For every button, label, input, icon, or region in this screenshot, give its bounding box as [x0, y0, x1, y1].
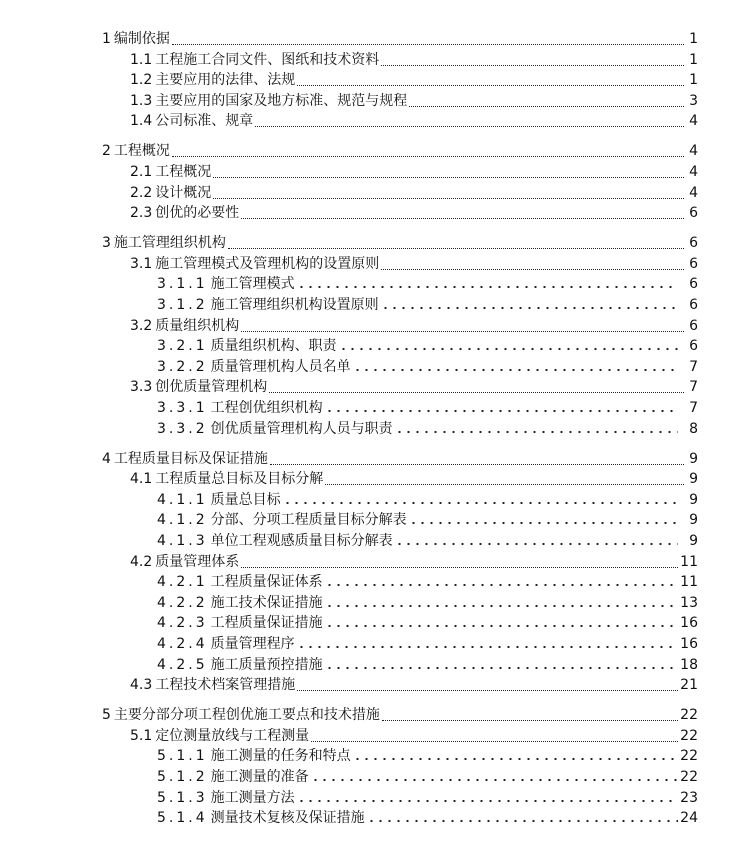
toc-entry[interactable] [130, 182, 698, 202]
toc-entry-number: 4.2.4 [157, 636, 208, 652]
toc-entry[interactable] [157, 766, 698, 786]
toc-entry-title: 施工技术保证措施 [210, 594, 323, 611]
toc-dot-leader [228, 248, 684, 249]
toc-entry-number: 1.2 [130, 72, 153, 89]
toc-entry-title: 施工管理组织机构设置原则 [210, 297, 379, 313]
toc-dot-leader [395, 429, 678, 435]
toc-entry[interactable] [157, 489, 698, 509]
toc-entry[interactable] [157, 592, 698, 612]
toc-entry-title: 工程质量总目标及目标分解 [155, 471, 324, 488]
toc-entry-page-number: 1 [689, 51, 698, 68]
toc-entry[interactable] [157, 612, 698, 632]
toc-dot-leader [381, 269, 684, 270]
toc-entry-page-number: 22 [680, 707, 698, 724]
toc-entry-number: 1.3 [130, 92, 153, 109]
toc-entry-title: 主要应用的法律、法规 [155, 72, 296, 89]
toc-entry-number: 3 [102, 235, 111, 252]
toc-entry-page-number: 4 [689, 113, 698, 130]
toc-entry[interactable] [102, 232, 698, 252]
toc-dot-leader [255, 126, 684, 127]
toc-entry-page-number: 7 [689, 379, 698, 396]
toc-entry-number: 2.2 [130, 184, 153, 201]
toc-entry-number: 3.2 [130, 317, 153, 334]
toc-entry-title: 质量管理机构人员名单 [210, 358, 351, 375]
toc-dot-leader [270, 464, 684, 465]
toc-entry-title: 质量组织机构、职责 [210, 338, 337, 355]
toc-entry-title: 施工测量的准备 [210, 769, 309, 785]
toc-entry[interactable] [130, 161, 698, 181]
toc-dot-leader [213, 198, 684, 199]
toc-entry-title: 主要应用的国家及地方标准、规范与规程 [155, 92, 408, 109]
toc-entry-number: 4.1.3 [157, 533, 208, 549]
toc-entry[interactable] [157, 807, 698, 827]
toc-dot-leader [339, 346, 678, 352]
toc-entry-title: 质量总目标 [210, 491, 281, 508]
toc-entry-page-number: 22 [680, 748, 698, 765]
toc-dot-leader [325, 603, 678, 609]
toc-entry-page-number: 7 [689, 400, 698, 416]
toc-entry-number: 1.4 [130, 113, 153, 130]
toc-entry-title: 创优质量管理机构 [155, 379, 268, 396]
toc-entry-page-number: 4 [689, 143, 698, 160]
toc-entry-page-number: 6 [689, 297, 698, 313]
toc-entry[interactable] [157, 571, 698, 591]
toc-entry[interactable] [157, 356, 698, 376]
toc-entry[interactable] [102, 28, 698, 48]
toc-entry-page-number: 8 [689, 420, 698, 437]
toc-dot-leader [367, 818, 678, 824]
toc-entry[interactable] [130, 110, 698, 130]
toc-entry-number: 3.1.1 [157, 276, 208, 293]
toc-entry-number: 5.1.4 [157, 810, 208, 827]
toc-dot-leader [297, 85, 684, 86]
toc-entry-title: 分部、分项工程质量目标分解表 [210, 512, 407, 529]
toc-dot-leader [325, 623, 678, 629]
toc-entry-number: 4.2.3 [157, 615, 208, 632]
toc-entry-title: 单位工程观感质量目标分解表 [210, 533, 393, 549]
toc-entry-page-number: 6 [689, 276, 698, 293]
toc-entry-page-number: 9 [689, 533, 698, 549]
toc-entry-page-number: 6 [689, 235, 698, 252]
toc-entry-title: 工程质量目标及保证措施 [113, 450, 268, 467]
toc-entry-page-number: 23 [680, 789, 698, 806]
toc-entry-number: 4.2.2 [157, 594, 208, 611]
toc-entry[interactable] [157, 530, 698, 550]
toc-entry-page-number: 11 [680, 553, 698, 570]
toc-entry-number: 5.1.3 [157, 789, 208, 806]
toc-entry[interactable] [157, 294, 698, 314]
toc-entry-number: 3.2.1 [157, 338, 208, 355]
toc-entry-number: 1 [102, 31, 111, 47]
toc-entry-page-number: 16 [680, 615, 698, 632]
toc-entry-number: 1.1 [130, 51, 153, 68]
toc-entry-page-number: 9 [689, 491, 698, 508]
toc-dot-leader [325, 665, 678, 671]
toc-dot-leader [381, 65, 684, 66]
toc-entry-title: 工程概况 [113, 143, 170, 160]
toc-entry[interactable] [130, 202, 698, 222]
toc-dot-leader [297, 690, 678, 691]
toc-entry[interactable] [157, 509, 698, 529]
toc-entry-number: 5.1.2 [157, 769, 208, 785]
toc-entry[interactable] [157, 418, 698, 438]
toc-entry[interactable] [130, 551, 698, 571]
toc-dot-leader [297, 798, 678, 804]
toc-entry-page-number: 21 [680, 677, 698, 694]
toc-entry-page-number: 6 [689, 205, 698, 222]
toc-dot-leader [353, 367, 678, 373]
toc-entry-page-number: 24 [680, 810, 698, 827]
toc-entry[interactable] [130, 315, 698, 335]
toc-entry-page-number: 6 [689, 338, 698, 355]
toc-entry-title: 创优的必要性 [155, 205, 240, 222]
toc-dot-leader [395, 541, 678, 547]
toc-dot-leader [241, 218, 684, 219]
toc-dot-leader [409, 106, 684, 107]
toc-dot-leader [283, 500, 678, 506]
toc-dot-leader [241, 567, 678, 568]
toc-dot-leader [325, 582, 678, 588]
toc-entry-number: 4.1.2 [157, 512, 208, 529]
toc-entry-number: 3.1 [130, 255, 153, 272]
toc-entry-number: 4.2.1 [157, 574, 208, 591]
toc-entry-title: 施工管理模式及管理机构的设置原则 [155, 255, 380, 272]
toc-entry[interactable] [130, 376, 698, 396]
toc-entry-number: 3.3.2 [157, 420, 208, 437]
toc-dot-leader [297, 644, 678, 650]
toc-entry-title: 质量组织机构 [155, 317, 240, 334]
toc-entry-page-number: 1 [689, 31, 698, 47]
toc-entry-number: 4 [102, 450, 111, 467]
toc-entry-number: 4.2 [130, 553, 153, 570]
toc-entry[interactable] [130, 674, 698, 694]
toc-entry-page-number: 9 [689, 471, 698, 488]
toc-entry-page-number: 1 [689, 72, 698, 89]
toc-entry[interactable] [102, 448, 698, 468]
toc-entry-title: 工程质量保证措施 [210, 615, 323, 632]
toc-dot-leader [382, 720, 678, 721]
toc-entry-number: 2 [102, 143, 111, 160]
toc-entry-number: 4.1.1 [157, 491, 208, 508]
toc-entry-page-number: 9 [689, 512, 698, 529]
toc-entry-title: 施工测量方法 [210, 789, 295, 806]
toc-entry-title: 施工管理组织机构 [113, 235, 226, 252]
toc-entry-title: 设计概况 [155, 184, 212, 201]
toc-entry-title: 创优质量管理机构人员与职责 [210, 420, 393, 437]
toc-entry-title: 施工测量的任务和特点 [210, 748, 351, 765]
toc-entry-page-number: 16 [680, 636, 698, 652]
toc-entry-number: 5 [102, 707, 111, 724]
toc-entry-title: 工程技术档案管理措施 [155, 677, 296, 694]
toc-dot-leader [325, 408, 678, 414]
toc-entry-page-number: 11 [680, 574, 698, 591]
toc-entry-page-number: 9 [689, 450, 698, 467]
toc-entry-number: 3.1.2 [157, 297, 208, 313]
toc-entry-number: 4.1 [130, 471, 153, 488]
toc-dot-leader [381, 305, 678, 311]
toc-entry-title: 定位测量放线与工程测量 [155, 727, 310, 744]
toc-entry[interactable] [130, 69, 698, 89]
toc-dot-leader [241, 331, 684, 332]
toc-entry-title: 公司标准、规章 [155, 113, 254, 130]
toc-entry-number: 4.3 [130, 677, 153, 694]
toc-dot-leader [172, 44, 684, 45]
toc-entry-number: 3.3.1 [157, 400, 208, 416]
toc-entry-page-number: 6 [689, 317, 698, 334]
toc-entry-page-number: 4 [689, 164, 698, 180]
toc-entry[interactable] [157, 787, 698, 807]
toc-entry-page-number: 18 [680, 656, 698, 673]
toc-dot-leader [325, 484, 684, 485]
toc-entry-page-number: 3 [689, 92, 698, 109]
toc-entry[interactable] [130, 49, 698, 69]
toc-entry[interactable] [157, 273, 698, 293]
toc-entry-page-number: 22 [680, 769, 698, 785]
toc-entry-title: 工程施工合同文件、图纸和技术资料 [155, 51, 380, 68]
toc-entry[interactable] [130, 725, 698, 745]
toc-dot-leader [409, 520, 678, 526]
toc-entry-number: 2.1 [130, 164, 153, 180]
toc-entry-page-number: 13 [680, 594, 698, 611]
toc-entry[interactable] [102, 704, 698, 724]
toc-entry[interactable] [157, 745, 698, 765]
toc-entry-title: 工程创优组织机构 [210, 400, 323, 416]
toc-entry-number: 4.2.5 [157, 656, 208, 673]
toc-dot-leader [353, 756, 678, 762]
toc-entry[interactable] [130, 90, 698, 110]
toc-dot-leader [269, 392, 684, 393]
toc-entry[interactable] [157, 335, 698, 355]
toc-entry-title: 质量管理程序 [210, 636, 295, 652]
toc-entry-title: 施工管理模式 [210, 276, 295, 293]
toc-entry-number: 3.2.2 [157, 358, 208, 375]
toc-entry[interactable] [102, 140, 698, 160]
toc-entry[interactable] [157, 633, 698, 653]
toc-entry-title: 主要分部分项工程创优施工要点和技术措施 [113, 707, 380, 724]
toc-dot-leader [213, 177, 684, 178]
toc-entry-title: 施工质量预控措施 [210, 656, 323, 673]
toc-entry-page-number: 6 [689, 255, 698, 272]
toc-entry-number: 5.1 [130, 727, 153, 744]
toc-entry-number: 5.1.1 [157, 748, 208, 765]
toc-entry-page-number: 22 [680, 727, 698, 744]
toc-entry-title: 工程概况 [155, 164, 212, 180]
toc-entry[interactable] [157, 397, 698, 417]
toc-entry-page-number: 4 [689, 184, 698, 201]
toc-entry[interactable] [130, 253, 698, 273]
toc-entry[interactable] [157, 654, 698, 674]
toc-entry-number: 3.3 [130, 379, 153, 396]
toc-entry-title: 编制依据 [113, 31, 170, 47]
toc-dot-leader [311, 741, 678, 742]
toc-entry-title: 工程质量保证体系 [210, 574, 323, 591]
toc-entry-number: 2.3 [130, 205, 153, 222]
toc-entry-title: 测量技术复核及保证措施 [210, 810, 365, 827]
toc-dot-leader [297, 284, 678, 290]
toc-entry-title: 质量管理体系 [155, 553, 240, 570]
toc-entry[interactable] [130, 468, 698, 488]
toc-entry-page-number: 7 [689, 358, 698, 375]
toc-dot-leader [172, 156, 684, 157]
toc-dot-leader [311, 777, 678, 783]
